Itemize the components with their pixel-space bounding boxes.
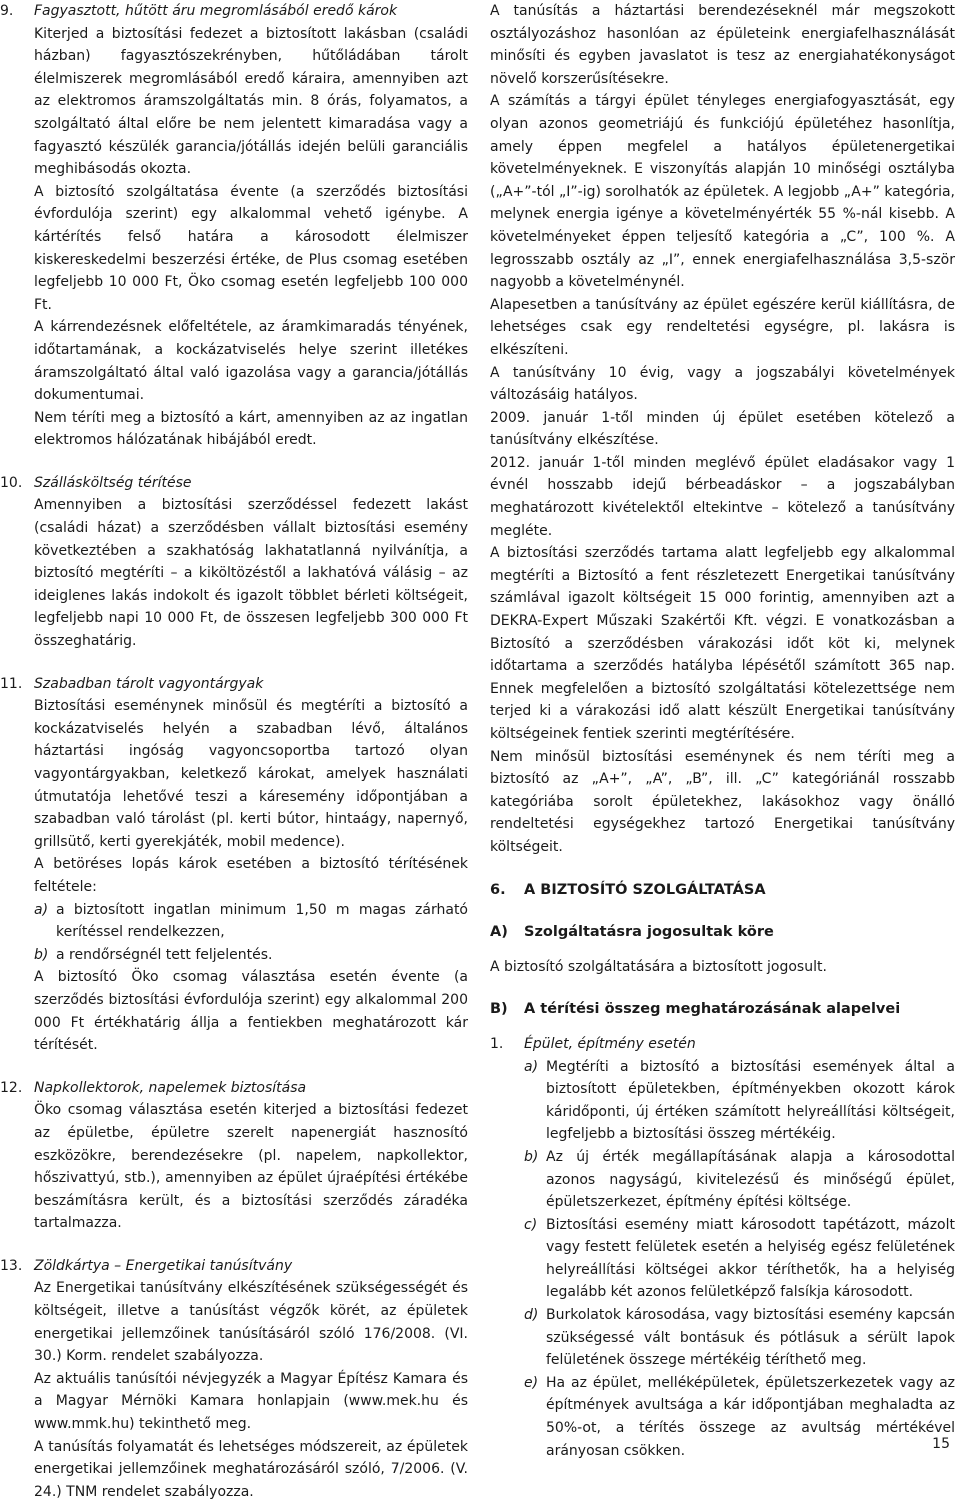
section-heading-6 (490, 879, 955, 902)
item-number: 11. (0, 675, 23, 692)
list-marker: c) (524, 1216, 538, 1233)
item-number: 1. (490, 1035, 504, 1052)
list-item-a (524, 1056, 955, 1146)
paragraph: A kárrendezésnek előfeltétele, az áramkimaradás tényének, időtartamának, a kockázatviselés helye szerint illetékes áramszolgáltató által való igazolása vagy a garancia/jótállás dokumentumai. (34, 319, 468, 404)
list-text: Az új érték megállapításának alapja a károsodottal azonos nagyságú, kivitelezésű és minőségű épület, épületszerkezet, építmény építési költsége. (546, 1148, 955, 1211)
paragraph: A tanúsítás folyamatát és lehetséges módszereit, az épületek energetikai jellemzőinek meghatározásáról szóló, 7/2006. (V. 24.) TNM rendelet szabályozza. (34, 1438, 468, 1500)
paragraph: 2012. január 1-től minden meglévő épület eladásakor vagy 1 évnél hosszabb idejű bérbeadáskor – a jogszabályban meghatározott kivételektől eltekintve – kötelező a tanúsítvány megléte. (490, 454, 955, 539)
paragraph: A biztosítási szerződés tartama alatt legfeljebb egy alkalommal megtéríti a Biztosító a fent részletezett Energetikai tanúsítvány számlával igazolt költségeit 15 000 forintig, amennyiben azt a DEKRA-Expert Műszaki Szakértői Kft. végzi. E vonatkozásban a Biztosító a szerződésben várakozási időt köt ki, melynek időtartama a szerződés hatályba lépésétől számított 365 nap. Ennek megfelelően a biztosító szolgáltatási kötelezettsége nem terjed ki a várakozási idő alatt készült Energetikai tanúsítvány költségeinek fentiek szerinti megtérítésére. (490, 545, 955, 742)
list-marker: d) (524, 1307, 539, 1324)
section-heading-a (490, 921, 955, 944)
item-title: Szabadban tárolt vagyontárgyak (34, 675, 264, 692)
list-marker: e) (524, 1374, 539, 1391)
list-item-c (524, 1214, 955, 1304)
list-item-e (524, 1372, 955, 1462)
paragraph: A betöréses lopás károk esetében a biztosító térítésének feltétele: (34, 856, 468, 895)
paragraph: Alapesetben a tanúsítvány az épület egészére kerül kiállításra, de lehetséges csak egy rendeltetési egységre, pl. lakásra is elkészíteni. (490, 296, 955, 358)
paragraph: Az Energetikai tanúsítvány elkészítésének szükségességét és költségeit, illetve a tanúsítást végzők körét, az épületek energetikai jellemzőinek tanúsításáról szóló 176/2008. (VI. 30.) Korm. rendelet szabályozza. (34, 1280, 468, 1365)
item-number: 13. (0, 1257, 23, 1274)
item-title: Épület, építmény esetén (524, 1035, 696, 1052)
item-10 (0, 472, 468, 653)
item-number: 10. (0, 474, 23, 491)
list-item-b (524, 1146, 955, 1214)
list-marker: a) (34, 901, 49, 918)
item-12 (0, 1077, 468, 1235)
list-marker: b) (34, 946, 49, 963)
item-title: Fagyasztott, hűtött áru megromlásából eredő károk (34, 3, 398, 19)
list-text: a rendőrségnél tett feljelentés. (56, 946, 273, 963)
paragraph: Az aktuális tanúsítói névjegyzék a Magyar Építész Kamara és a Magyar Mérnöki Kamara honlapjain (www.mek.hu és www.mmk.hu) tekinthető meg. (34, 1370, 468, 1433)
list-marker: a) (524, 1058, 539, 1075)
paragraph: A tanúsítás a háztartási berendezéseknél már megszokott osztályozáshoz hasonlóan az épületeink energiafelhasználását minősíti és egyben javaslatot is tesz az energiahatékonyságot növelő korszerűsítésekre. (490, 3, 955, 87)
paragraph: Amennyiben a biztosítási szerződéssel fedezett lakást (családi házat) a szerződésben vállalt biztosítási esemény következtében a szakhatóság lakhatatlanná nyilvánítja, a biztosító megtéríti – a kiköltözéstől a lakhatóvá válásig – az ideiglenes lakás indokolt és igazolt többlet bérleti költségeit, legfeljebb napi 10 000 Ft, de összesen legfeljebb 300 000 Ft összeghatárig. (34, 497, 468, 650)
paragraph: 2009. január 1-től minden új épület esetében kötelező a tanúsítvány elkészítése. (490, 409, 955, 449)
section-title: A BIZTOSÍTÓ SZOLGÁLTATÁSA (524, 881, 766, 898)
item-number: 9. (0, 3, 14, 19)
paragraph: A tanúsítvány 10 évig, vagy a jogszabályi követelmények változásáig hatályos. (490, 364, 955, 404)
paragraph: A biztosító szolgáltatása évente (a szerződés biztosítási évfordulója szerint) egy alkalommal vehető igénybe. A kártérítés felső határa a károsodott élelmiszer kiskereskedelmi beszerzési értéke, de Plus csomag esetében legfeljebb 10 000 Ft, Öko csomag esetén legfeljebb 100 000 Ft. (34, 183, 468, 313)
list-item-d (524, 1304, 955, 1372)
item-title: Zöldkártya – Energetikai tanúsítvány (34, 1257, 293, 1274)
item-1 (490, 1033, 955, 1462)
section-title: Szolgáltatásra jogosultak köre (524, 924, 774, 941)
item-13 (0, 1255, 468, 1503)
paragraph: A biztosító Öko csomag választása esetén évente (a szerződés biztosítási évfordulója szerint) egy alkalommal 200 000 Ft értékhatárig állja a fentiekben meghatározott kár térítését. (34, 969, 468, 1054)
item-9 (0, 0, 468, 452)
paragraph: Biztosítási eseménynek minősül és megtéríti a biztosító a kockázatviselés helyén a szabadban lévő, általános háztartási ingóság vagyoncsoportba tartozó olyan vagyontárgyakban, keletkező károkat, amelyek használati útmutatója lehetővé teszi a káresemény időpontjában a szabadban való tárolást (pl. kerti bútor, hintaágy, napernyő, grillsütő, kerti gyerekjáték, mobil medence). (34, 698, 468, 850)
section-heading-b (490, 998, 955, 1021)
item-title: Szállásköltség térítése (34, 474, 192, 491)
section-number: 6. (490, 881, 506, 898)
list-marker: b) (524, 1148, 539, 1165)
paragraph: A biztosító szolgáltatására a biztosított jogosult. (490, 958, 827, 975)
condition-a (34, 899, 468, 944)
paragraph: Öko csomag választása esetén kiterjed a biztosítási fedezet az épületbe, épületre szerelt napenergiát hasznosító eszközökre, berendezésekre (pl. napelem, napkollektor, hőszivattyú, stb.), amennyiben az épület újraépítési értékébe beszámításra került, és a biztosítási szerződés záradéka tartalmazza. (34, 1102, 468, 1232)
section-title: A térítési összeg meghatározásának alapelvei (524, 1001, 901, 1018)
paragraph: A számítás a tárgyi épület tényleges energiafogyasztását, egy olyan azonos geometriájú és funkciójú épületéhez hasonlítja, amely éppen megfelel a hatályos épületenergetikai követelményeknek. E viszonyítás alapján 10 minőségi osztályba („A+”-tól „I”-ig) sorolhatók az épületek. A legjobb „A+” kategória, melynek energia igénye a követelményérték 55 %-nál kisebb. A követelményeket éppen teljesítő kategória a „C”, 100 %. A legrosszabb osztály az „I”, ennek energiafelhasználása 3,5-ször nagyobb a követelménynél. (490, 93, 955, 291)
list-text: Megtéríti a biztosító a biztosítási események által a biztosított épületekben, építményekben okozott károk káridőponti, új értéken számított helyreállítási költségeit, legfeljebb a biztosítási összeg mértékéig. (546, 1058, 955, 1143)
left-column (0, 0, 468, 1503)
item-number: 12. (0, 1079, 23, 1096)
list-text: a biztosított ingatlan minimum 1,50 m magas zárható kerítéssel rendelkezzen, (56, 901, 468, 941)
list-text: Burkolatok károsodása, vagy biztosítási esemény kapcsán szükségessé vált bontásuk és pótlásuk a sérült lapok felületének összege mértékéig téríthető meg. (546, 1307, 955, 1369)
section-letter: B) (490, 1001, 508, 1018)
paragraph: Kiterjed a biztosítási fedezet a biztosított lakásban (családi házban) fagyasztószekrényben, hűtőládában tárolt élelmiszerek megromlásából eredő káraira, amennyiben azt az elektromos áramszolgáltatás min. 8 órás, folyamatos, a szolgáltató által előre be nem jelentett kimaradása vagy a fagyasztó készülék garancia/jótállás idején belüli garanciális meghibásodás okozta. (34, 25, 468, 178)
paragraph: Nem minősül biztosítási eseménynek és nem téríti meg a biztosító az „A+”, „A”, „B”, ill. „C” kategóriánál rosszabb kategóriába sorolt épületekhez, lakásokhoz vagy önálló rendeltetési egységekhez tartozó Energetikai tanúsítvány költségeit. (490, 748, 955, 855)
list-text: Biztosítási esemény miatt károsodott tapétázott, mázolt vagy festett felületek esetén a helyiség egész felületének helyreállítási költségei akkor téríthetők, ha a helyiség legalább két azonos felületképző falsíkja károsodott. (546, 1216, 955, 1301)
page-number: 15 (932, 1436, 950, 1452)
right-column (490, 0, 955, 1462)
condition-b (34, 944, 468, 967)
item-11 (0, 673, 468, 1057)
paragraph: Nem téríti meg a biztosító a kárt, amennyiben az az ingatlan elektromos hálózatának hibájából eredt. (34, 409, 468, 449)
section-letter: A) (490, 924, 508, 941)
item-title: Napkollektorok, napelemek biztosítása (34, 1079, 307, 1096)
list-text: Ha az épület, melléképületek, épületszerkezetek vagy az építmények avultsága a kár időpontjában meghaladta az 50%-ot, a térítés összege az avultság mértékével arányosan csökken. (546, 1374, 955, 1459)
